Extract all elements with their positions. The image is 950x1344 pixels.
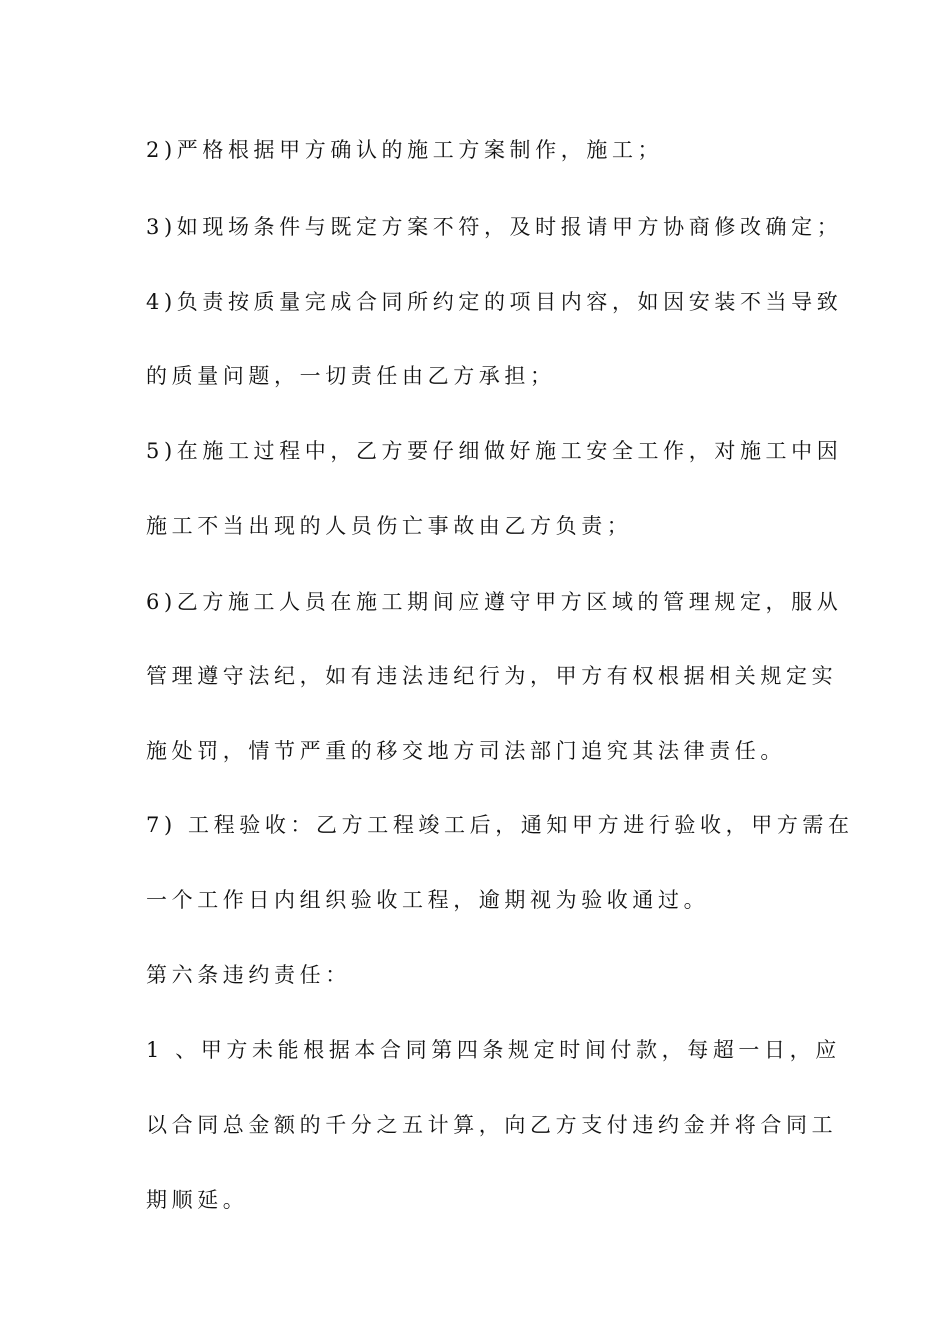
text-line: 一个工作日内组织验收工程，逾期视为验收通过。	[146, 888, 710, 912]
text-line: 7) 工程验收：乙方工程竣工后，通知甲方进行验收，甲方需在	[146, 813, 854, 837]
text-line: 6)乙方施工人员在施工期间应遵守甲方区域的管理规定，服从	[146, 590, 843, 614]
text-line: 2)严格根据甲方确认的施工方案制作，施工；	[146, 138, 664, 162]
text-line: 期顺延。	[146, 1188, 249, 1212]
text-line: 管理遵守法纪，如有违法违纪行为，甲方有权根据相关规定实	[146, 664, 838, 688]
text-line: 5)在施工过程中，乙方要仔细做好施工安全工作，对施工中因	[146, 439, 843, 463]
text-line: 4)负责按质量完成合同所约定的项目内容，如因安装不当导致	[146, 290, 843, 314]
section-heading: 第六条违约责任：	[146, 963, 351, 987]
text-line: 施工不当出现的人员伤亡事故由乙方负责；	[146, 514, 633, 538]
text-line: 以合同总金额的千分之五计算，向乙方支付违约金并将合同工	[146, 1113, 838, 1137]
text-line: 施处罚，情节严重的移交地方司法部门追究其法律责任。	[146, 739, 786, 763]
text-line: 1 、甲方未能根据本合同第四条规定时间付款，每超一日，应	[146, 1038, 841, 1062]
text-line: 的质量问题，一切责任由乙方承担；	[146, 364, 556, 388]
text-line: 3)如现场条件与既定方案不符，及时报请甲方协商修改确定；	[146, 215, 843, 239]
